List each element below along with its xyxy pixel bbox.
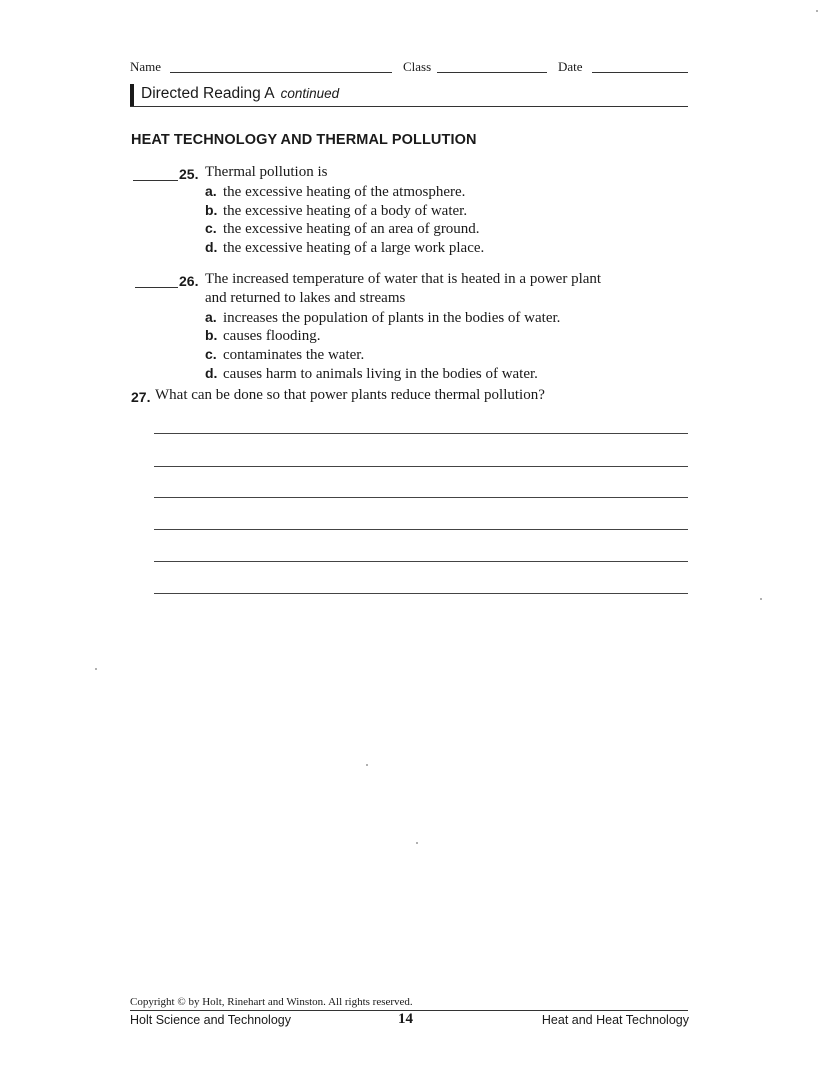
option-text: causes harm to animals living in the bodies of water.: [223, 366, 538, 382]
option-25d: [205, 239, 484, 257]
option-25a: [205, 183, 465, 201]
answer-line-1[interactable]: [154, 433, 688, 434]
option-text: the excessive heating of a large work place.: [223, 240, 485, 256]
answer-line-3[interactable]: [154, 497, 688, 498]
option-text: increases the population of plants in the bodies of water.: [223, 310, 561, 326]
option-text: causes flooding.: [223, 328, 321, 344]
option-letter: c.: [205, 346, 217, 362]
date-field[interactable]: [592, 72, 688, 73]
option-26b: [205, 327, 320, 345]
copyright-notice: Copyright © by Holt, Rinehart and Winston. All rights reserved.: [130, 996, 413, 1008]
scan-speck: [95, 668, 97, 670]
question-number-26: 26.: [179, 273, 199, 289]
question-text-25: Thermal pollution is: [205, 164, 328, 180]
option-26d: [205, 365, 538, 383]
footer-book-title: Holt Science and Technology: [130, 1013, 291, 1027]
answer-blank-25[interactable]: [133, 180, 178, 181]
question-number-27: 27.: [131, 389, 151, 405]
scan-speck: [366, 764, 368, 766]
option-letter: b.: [205, 202, 218, 218]
answer-line-4[interactable]: [154, 529, 688, 530]
option-26c: [205, 346, 364, 364]
answer-blank-26[interactable]: [135, 287, 178, 288]
option-letter: b.: [205, 327, 218, 343]
question-number-25: 25.: [179, 166, 199, 182]
question-text-27: What can be done so that power plants reduce thermal pollution?: [155, 387, 545, 403]
option-text: the excessive heating of the atmosphere.: [223, 184, 466, 200]
option-text: contaminates the water.: [223, 347, 365, 363]
question-text-26-line2: and returned to lakes and streams: [205, 290, 406, 306]
date-label: Date: [558, 59, 583, 74]
title-marker: [130, 84, 134, 106]
option-26a: [205, 309, 560, 327]
scan-speck: [416, 842, 418, 844]
option-letter: d.: [205, 365, 218, 381]
answer-line-2[interactable]: [154, 466, 688, 467]
name-label: Name: [130, 59, 162, 74]
option-25b: [205, 202, 467, 220]
option-letter: d.: [205, 239, 218, 255]
scan-speck: [816, 10, 818, 12]
title-main: Directed Reading A: [141, 85, 275, 102]
answer-line-5[interactable]: [154, 561, 688, 562]
page-number: 14: [398, 1011, 413, 1027]
scan-speck: [760, 598, 762, 600]
name-field[interactable]: [170, 72, 392, 73]
option-text: the excessive heating of an area of ground.: [223, 221, 480, 237]
option-letter: a.: [205, 309, 217, 325]
option-letter: c.: [205, 220, 217, 236]
section-heading: HEAT TECHNOLOGY AND THERMAL POLLUTION: [131, 132, 477, 148]
option-25c: [205, 220, 480, 238]
question-text-26-line1: The increased temperature of water that is heated in a power plant: [205, 271, 602, 287]
option-letter: a.: [205, 183, 217, 199]
answer-line-6[interactable]: [154, 593, 688, 594]
footer-chapter-title: Heat and Heat Technology: [541, 1013, 689, 1027]
class-label: Class: [403, 59, 432, 74]
worksheet-title: [141, 85, 339, 103]
option-text: the excessive heating of a body of water.: [223, 203, 468, 219]
title-continued: continued: [280, 86, 340, 101]
class-field[interactable]: [437, 72, 547, 73]
